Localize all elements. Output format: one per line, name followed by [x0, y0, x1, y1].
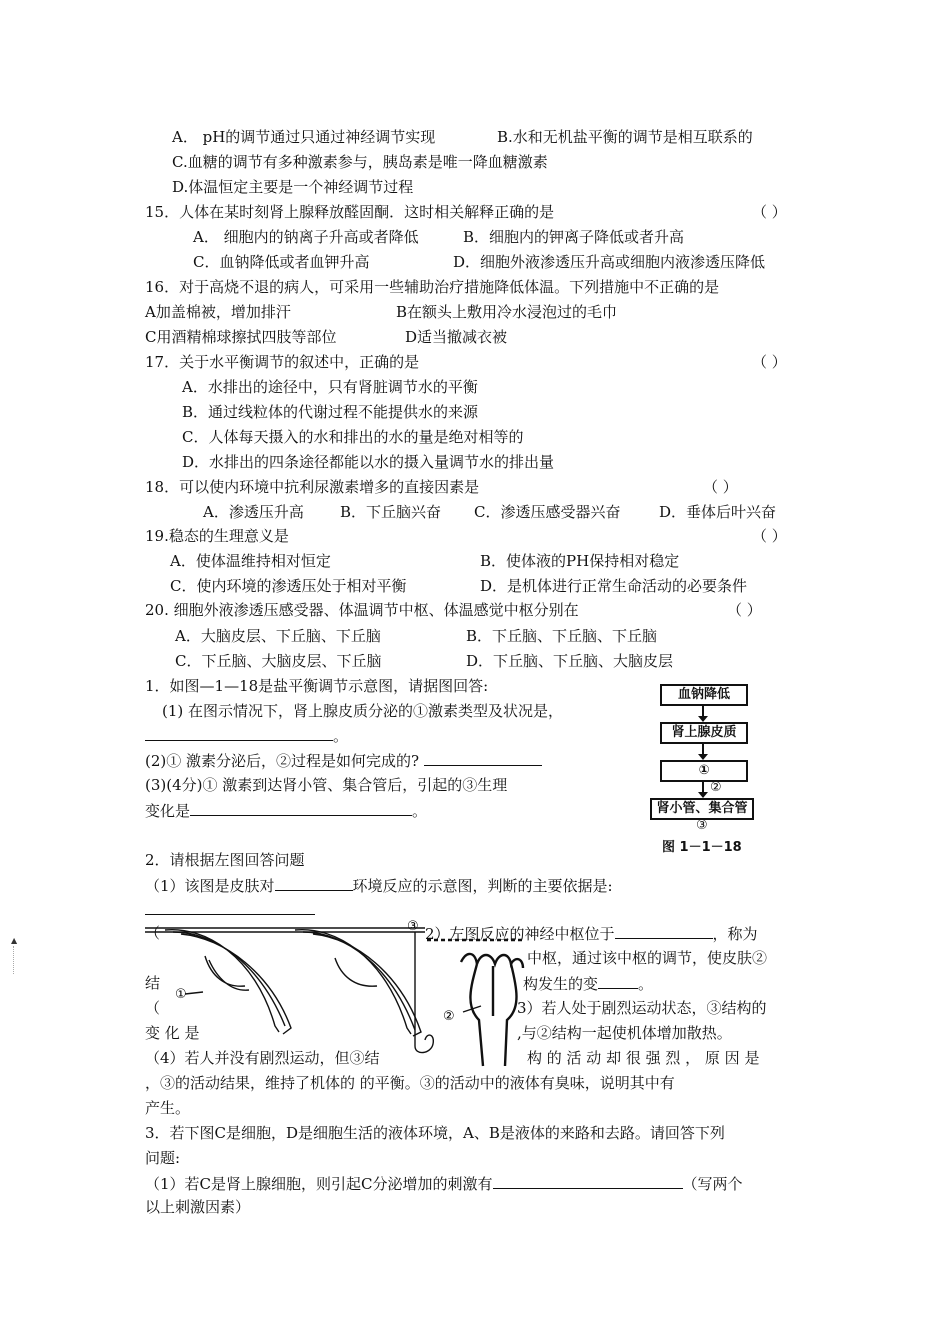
s2-part2e-end: 。 — [638, 975, 654, 993]
salt-balance-flowchart — [640, 684, 760, 854]
q15-option-d: D．细胞外液渗透压升高或细胞内液渗透压降低 — [453, 253, 766, 271]
flow-arrow-3 — [702, 782, 704, 796]
s2-part2: 2）左图反应的神经中枢位于 — [425, 925, 615, 943]
s2-part4: （4）若人并没有剧烈运动，但③结 — [145, 1049, 380, 1067]
q19-option-a: A．使体温维持相对恒定 — [170, 552, 331, 570]
s2-part2-line — [425, 924, 758, 944]
q20-stem: 20. 细胞外液渗透压感受器、体温调节中枢、体温感觉中枢分别在 — [145, 601, 579, 619]
q17-option-c: C．人体每天摄入的水和排出的水的量是绝对相等的 — [182, 428, 524, 446]
q16-option-d: D适当撤减衣被 — [405, 328, 508, 346]
flow-box-adrenal-cortex: 肾上腺皮质 — [660, 722, 748, 744]
s2-part2-jie: 结 — [145, 974, 161, 992]
s1-part3-line — [145, 801, 427, 821]
blood-vessel-right — [505, 964, 517, 1066]
q17-stem: 17．关于水平衡调节的叙述中，正确的是 — [145, 353, 420, 371]
flow-label-2: ② — [710, 780, 722, 795]
q15-option-b: B．细胞内的钾离子降低或者升高 — [463, 228, 685, 246]
s2-part2e-blank[interactable] — [598, 974, 638, 989]
q20-option-d: D．下丘脑、下丘脑、大脑皮层 — [466, 652, 674, 670]
s2-part3b: 变 化 是 — [145, 1024, 200, 1042]
s1-part1-end: 。 — [333, 727, 349, 745]
sweat-gland-duct — [415, 932, 433, 1053]
flow-label-3: ③ — [696, 818, 708, 833]
blood-vessel-left — [470, 964, 483, 1066]
s2-part2-paren: （ — [145, 924, 161, 942]
q19-paren: （ ） — [752, 527, 787, 545]
s2-part1-blank[interactable] — [275, 876, 353, 891]
q20-option-a: A．大脑皮层、下丘脑、下丘脑 — [175, 627, 381, 645]
s2-part3c: ,与②结构一起使机体增加散热。 — [517, 1024, 732, 1042]
s2-part2-blank[interactable] — [615, 924, 713, 939]
q19-option-c: C．使内环境的渗透压处于相对平衡 — [170, 577, 407, 595]
q18-option-d: D．垂体后叶兴奋 — [659, 503, 777, 521]
skin-label-3: ③ — [407, 919, 419, 934]
s2-part2b: ，称为 — [712, 925, 758, 943]
flow-arrow-1 — [702, 706, 704, 720]
s1-part2-blank[interactable] — [424, 751, 542, 766]
s2-part1b: 环境反应的示意图，判断的主要依据是: — [352, 877, 613, 895]
s2-part3-paren: （ — [145, 999, 161, 1017]
s1-part3-end: 。 — [412, 802, 428, 820]
flow-box-hormone: ① — [660, 760, 748, 782]
s3-part1-blank[interactable] — [493, 1174, 683, 1189]
q20-paren: （ ） — [727, 601, 762, 619]
q18-option-b: B．下丘脑兴奋 — [340, 503, 442, 521]
hair-1-follicle-outer — [181, 934, 291, 1034]
q14-option-b: B.水和无机盐平衡的调节是相互联系的 — [497, 128, 753, 146]
q16-option-a: A加盖棉被，增加排汗 — [145, 303, 291, 321]
flow-box-kidney-tubule: 肾小管、集合管 — [650, 798, 754, 820]
s3-part1: （1）若C是肾上腺细胞，则引起C分泌增加的刺激有 — [145, 1175, 493, 1193]
s2-part4d: 产生。 — [145, 1099, 191, 1117]
s1-part1-blank[interactable] — [145, 726, 333, 741]
margin-anchor-icon: ▲ — [11, 936, 18, 945]
q15-option-a: A． 细胞内的钠离子升高或者降低 — [193, 228, 419, 246]
s2-part1: （1）该图是皮肤对 — [145, 877, 275, 895]
s3-part1-line — [145, 1174, 743, 1194]
q14-option-d: D.体温恒定主要是一个神经调节过程 — [172, 178, 414, 196]
s2-part3: 3）若人处于剧烈运动状态，③结构的 — [517, 999, 767, 1017]
q17-paren: （ ） — [752, 353, 787, 371]
s2-stem: 2．请根据左图回答问题 — [145, 851, 305, 869]
q20-option-b: B．下丘脑、下丘脑、下丘脑 — [466, 627, 658, 645]
q14-option-a: A． pH的调节通过只通过神经调节实现 — [172, 128, 436, 146]
label-1-pointer — [185, 992, 203, 994]
hair-1-follicle-inner — [173, 932, 285, 1026]
q17-option-d: D．水排出的四条途径都能以水的摄入量调节水的排出量 — [182, 453, 555, 471]
s2-part4b: 构 的 活 动 却 很 强 烈 ， 原 因 是 — [527, 1049, 760, 1067]
q18-paren: （ ） — [703, 478, 738, 496]
s1-part2: (2)① 激素分泌后，②过程是如何完成的? — [145, 752, 424, 770]
q17-option-a: A．水排出的途径中，只有肾脏调节水的平衡 — [182, 378, 478, 396]
q15-option-c: C．血钠降低或者血钾升高 — [193, 253, 370, 271]
margin-dotted-line — [13, 946, 15, 974]
s3-part1c: 以上刺激因素） — [145, 1198, 251, 1216]
q15-paren: （ ） — [752, 203, 787, 221]
q15-stem: 15．人体在某时刻肾上腺释放醛固酮．这时相关解释正确的是 — [145, 203, 555, 221]
q16-option-b: B在额头上敷用冷水浸泡过的毛巾 — [396, 303, 618, 321]
s1-stem: 1．如图—1—18是盐平衡调节示意图，请据图回答: — [145, 677, 489, 695]
q19-option-b: B．使体液的PH保持相对稳定 — [480, 552, 680, 570]
flowchart-caption: 图 1－1－18 — [662, 840, 742, 855]
s2-part1-line — [145, 876, 613, 896]
s2-part4c: ，③的活动结果，维持了机体的 的平衡。③的活动中的液体有臭味，说明其中有 — [145, 1074, 675, 1092]
q20-option-c: C．下丘脑、大脑皮层、下丘脑 — [175, 652, 382, 670]
q16-stem: 16．对于高烧不退的病人，可采用一些辅助治疗措施降低体温。下列措施中不正确的是 — [145, 278, 720, 296]
s2-answer-blank[interactable] — [145, 900, 315, 915]
q18-option-c: C．渗透压感受器兴奋 — [474, 503, 621, 521]
q17-option-b: B．通过线粒体的代谢过程不能提供水的来源 — [182, 403, 479, 421]
flow-box-blood-sodium: 血钠降低 — [660, 684, 748, 706]
s2-part2c: 中枢，通过该中枢的调节，使皮肤② — [527, 949, 768, 967]
s1-part1: (1) 在图示情况下，肾上腺皮质分泌的①激素类型及状况是， — [162, 702, 564, 720]
q19-stem: 19.稳态的生理意义是 — [145, 527, 289, 545]
q18-stem: 18．可以使内环境中抗利尿激素增多的直接因素是 — [145, 478, 480, 496]
q19-option-d: D．是机体进行正常生命活动的必要条件 — [480, 577, 748, 595]
s1-part3: (3)(4分)① 激素到达肾小管、集合管后，引起的③生理 — [145, 776, 508, 794]
s3-stem: 3．若下图C是细胞，D是细胞生活的液体环境，A、B是液体的来路和去路。请回答下列 — [145, 1124, 725, 1142]
s2-part2e-line — [523, 974, 653, 994]
s1-part1-line — [145, 726, 348, 746]
skin-label-2: ② — [443, 1009, 455, 1024]
flow-arrow-2 — [702, 744, 704, 758]
s1-part2-line — [145, 751, 542, 771]
q14-option-c: C.血糖的调节有多种激素参与，胰岛素是唯一降血糖激素 — [172, 153, 548, 171]
hair-2-follicle-inner — [303, 932, 415, 1030]
s2-part2e: 构发生的变 — [523, 975, 599, 993]
skin-label-1: ① — [175, 987, 187, 1002]
capillary-loops — [461, 954, 523, 968]
s3-stem2: 问题: — [145, 1149, 181, 1167]
q18-option-a: A．渗透压升高 — [203, 503, 304, 521]
s1-part3b: 变化是 — [145, 802, 191, 820]
s1-part3-blank[interactable] — [190, 801, 412, 816]
s3-part1b: （写两个 — [682, 1175, 743, 1193]
q16-option-c: C用酒精棉球擦拭四肢等部位 — [145, 328, 337, 346]
